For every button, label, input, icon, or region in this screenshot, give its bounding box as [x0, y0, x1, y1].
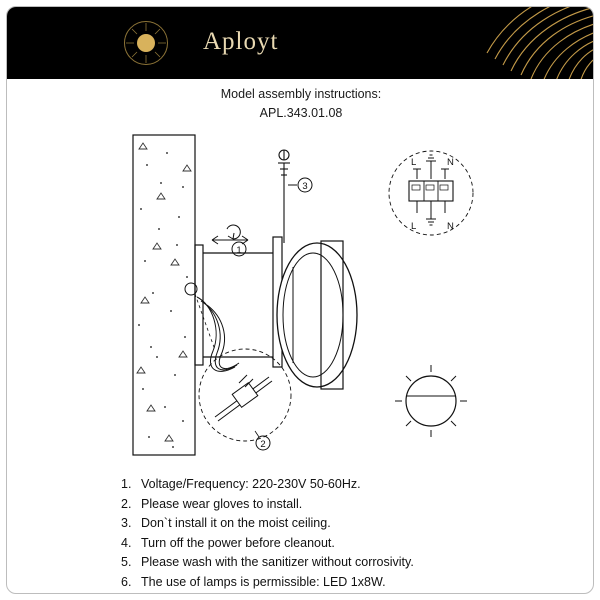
list-item-number: 2.: [121, 496, 132, 511]
terminal-block-diagram: [389, 151, 473, 235]
title-block: [7, 87, 594, 120]
assembly-diagram: [7, 125, 594, 465]
terminal-label-n-top: N: [447, 157, 454, 168]
terminal-label-l-bottom: L: [411, 221, 417, 232]
terminal-label-n-bottom: N: [447, 221, 454, 232]
list-item-text: Please wear gloves to install.: [141, 496, 303, 511]
page-title: Model assembly instructions:: [220, 87, 382, 101]
radiating-lines-icon: [375, 7, 594, 79]
callout-1: [212, 225, 248, 256]
list-item: [121, 553, 551, 573]
list-item-number: 5.: [121, 555, 132, 569]
list-item-number: 1.: [121, 477, 132, 491]
instruction-sheet: [6, 6, 594, 594]
callout-label-3: 3: [302, 181, 308, 192]
list-item: [121, 514, 551, 534]
screw: [278, 150, 290, 243]
lamp-body-oval: [277, 241, 357, 389]
list-item-text: Voltage/Frequency: 220-230V 50-60Hz.: [141, 477, 361, 491]
list-item: [121, 495, 551, 515]
list-item: [121, 573, 551, 593]
sunburst-badge-icon: [124, 21, 168, 65]
list-item-number: 3.: [121, 516, 132, 530]
callout-label-2: 2: [260, 439, 266, 450]
illuminated-lamp-front-view: [395, 365, 467, 437]
list-item-text: Turn off the power before cleanout.: [141, 535, 335, 550]
brand-header: [7, 7, 594, 79]
mounting-bracket: [195, 237, 282, 367]
brand-name: Aployt: [203, 28, 279, 55]
list-item-number: 6.: [121, 574, 132, 589]
wall-section: [133, 135, 195, 455]
list-item-text: Please wash with the sanitizer without corrosivity.: [141, 555, 414, 569]
list-item-text: The use of lamps is permissible: LED 1x8W.: [141, 574, 386, 589]
list-item-number: 4.: [121, 535, 132, 550]
list-item: [121, 475, 551, 495]
list-item: [121, 534, 551, 554]
callout-3: [288, 178, 312, 192]
model-code: APL.343.01.08: [259, 106, 343, 120]
terminal-label-l-top: L: [411, 157, 417, 168]
instructions-list: [121, 475, 551, 592]
list-item-text: Don`t install it on the moist ceiling.: [141, 516, 331, 530]
callout-label-1: 1: [236, 245, 242, 256]
logo-spokes-icon: [124, 21, 168, 65]
